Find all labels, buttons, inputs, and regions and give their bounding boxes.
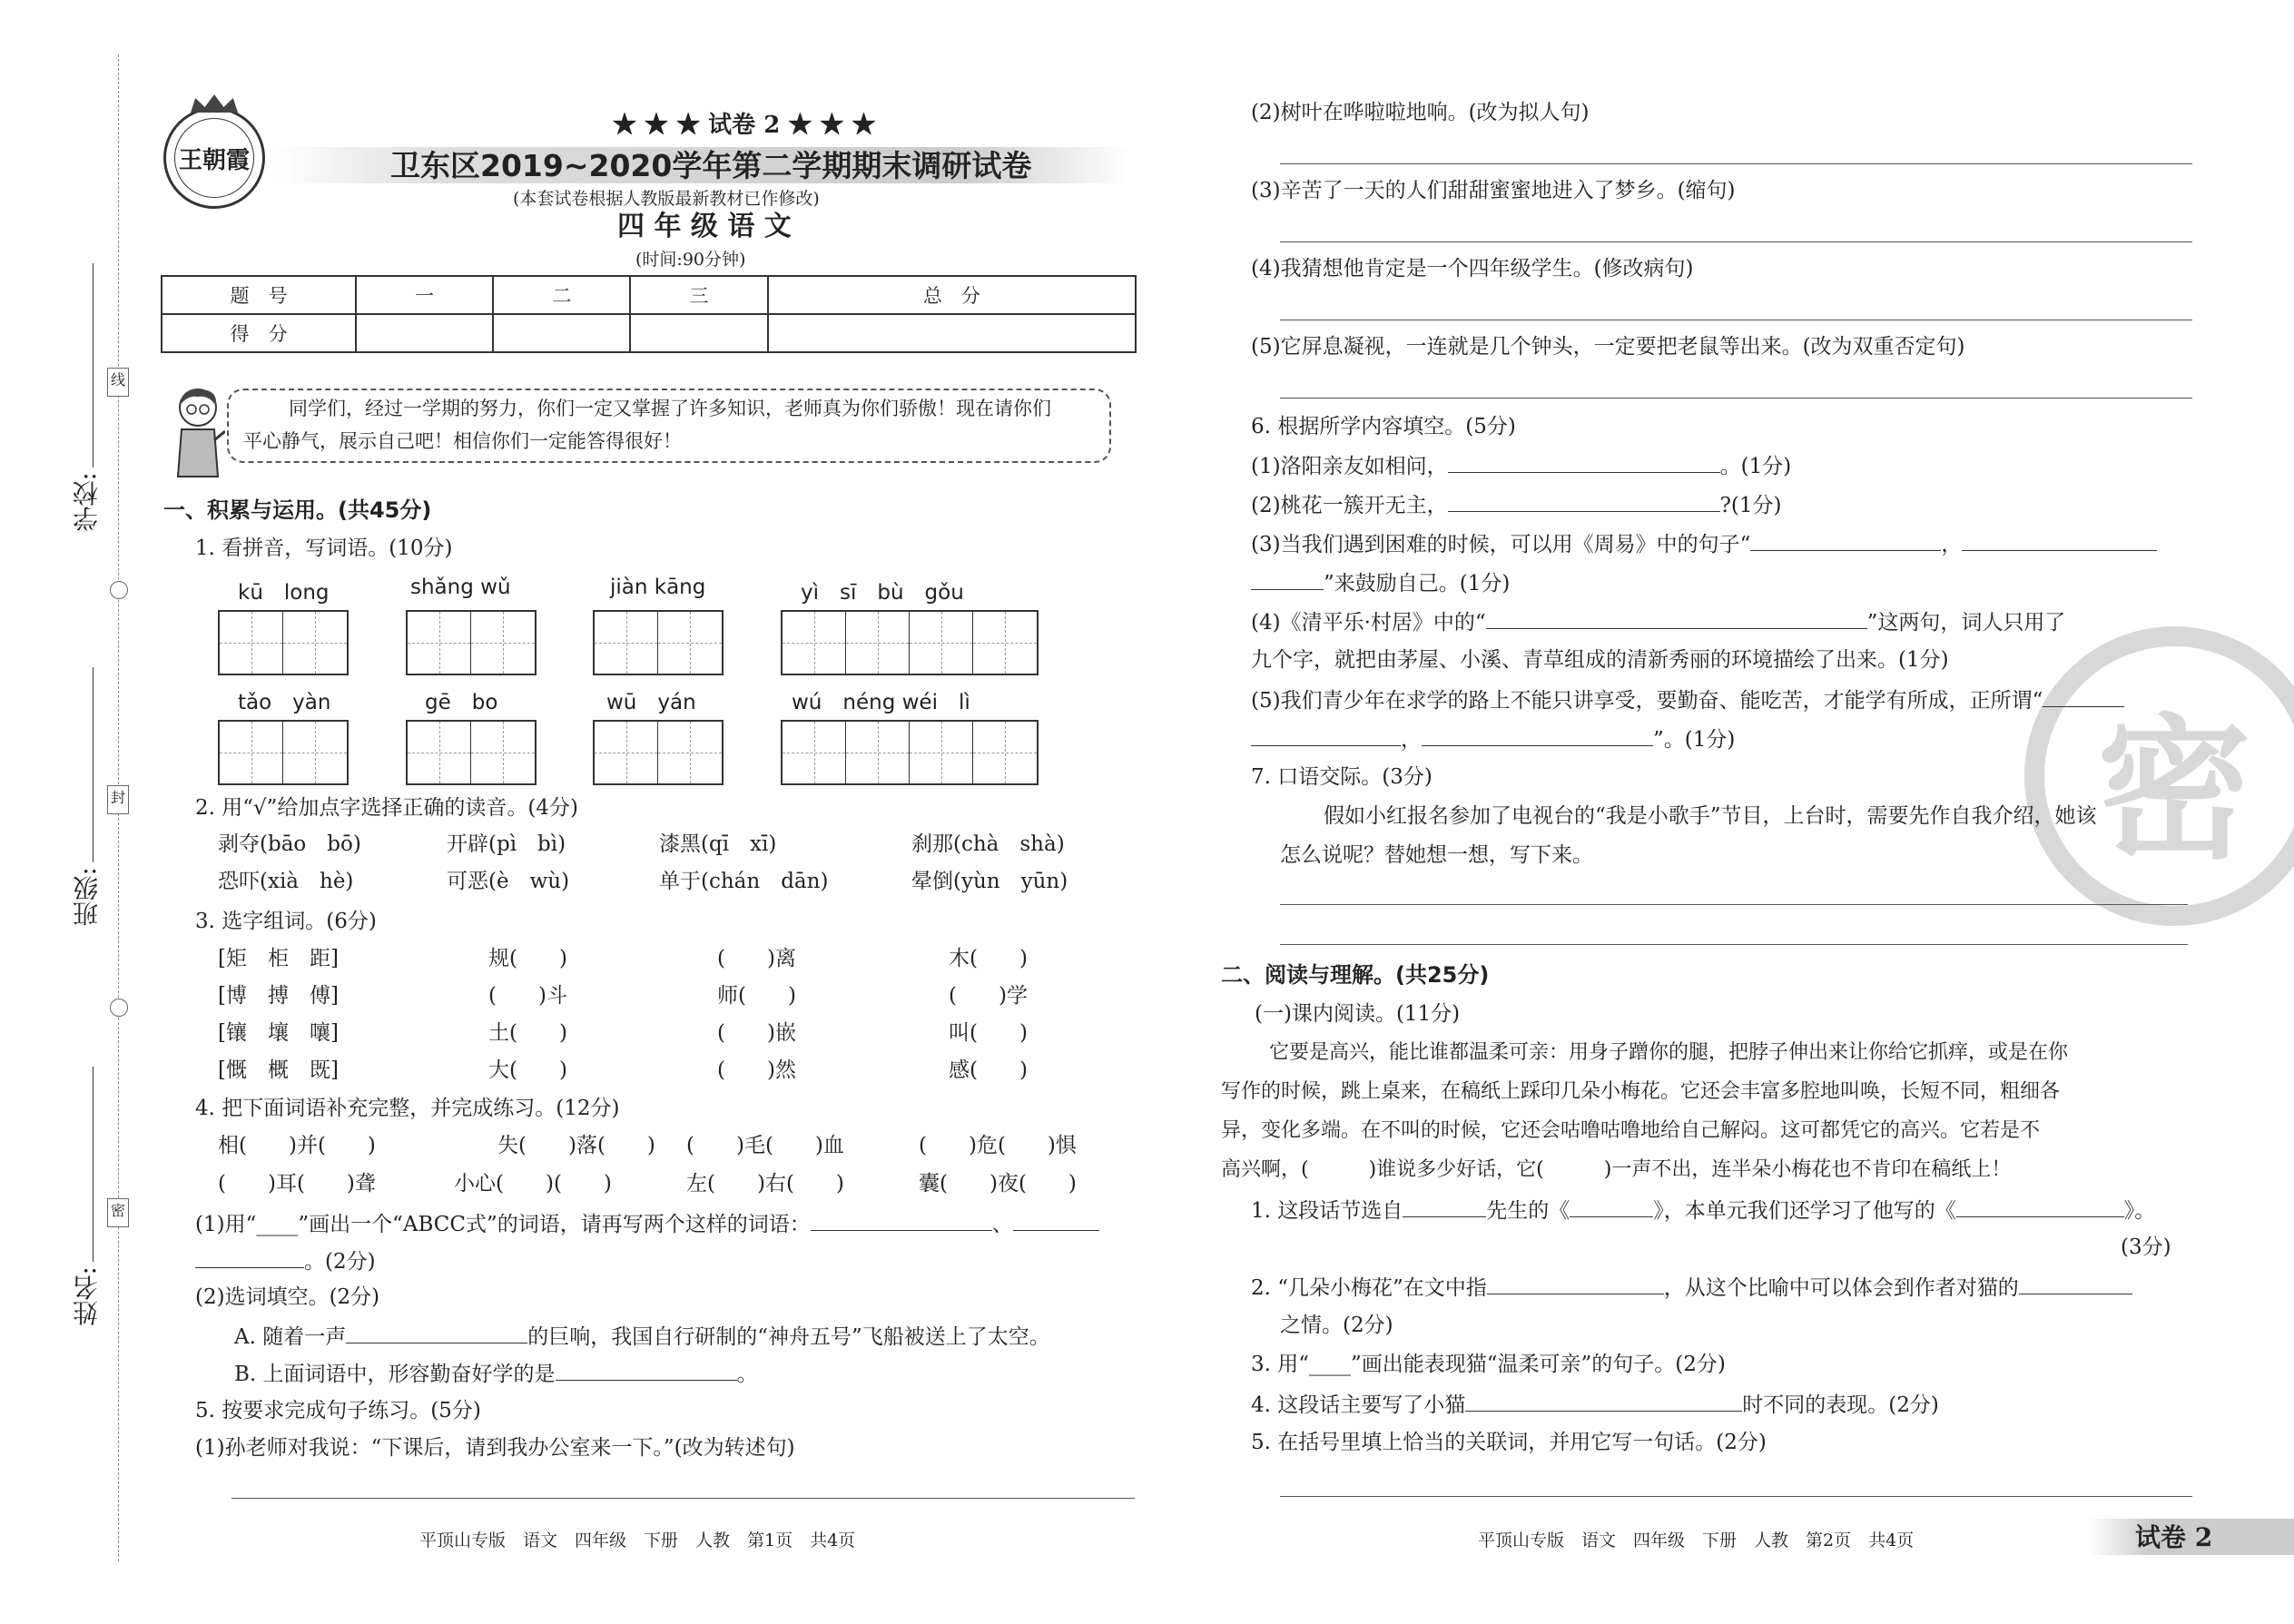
q2-option[interactable]: 漆黑(qī xī) [659, 832, 777, 856]
footer-left: 平顶山专版 语文 四年级 下册 人教 第1页 共4页 [419, 1530, 856, 1550]
answer-blank[interactable] [1487, 1274, 1664, 1294]
answer-line[interactable] [1280, 1496, 2192, 1497]
q4-sub2-b [234, 1360, 758, 1387]
binding-mark-line: 线 [107, 368, 129, 397]
binding-circle-1 [110, 581, 128, 599]
q3-blank[interactable]: 师( ) [717, 984, 796, 1008]
char-grid[interactable] [781, 720, 1039, 785]
footer-right: 平顶山专版 语文 四年级 下册 人教 第2页 共4页 [1478, 1530, 1915, 1550]
name-field[interactable] [93, 1067, 94, 1262]
logo [163, 107, 265, 209]
q4-idiom[interactable]: ( )危( )惧 [919, 1134, 1077, 1157]
r5: 5. 在括号里填上恰当的关联词，并用它写一句话。(2分) [1251, 1431, 1767, 1454]
pinyin: wú néng wéi lì [792, 691, 970, 714]
score-cell: 三 [630, 276, 767, 314]
pinyin: yì sī bù gǒu [801, 581, 964, 605]
q2-option[interactable]: 刹那(chà shà) [911, 832, 1065, 856]
q2-option[interactable]: 剥夺(bāo bō) [218, 832, 361, 856]
exam-badge: ★ ★ ★ 试卷 2 ★ ★ ★ [613, 112, 876, 139]
q3-blank[interactable]: 感( ) [949, 1058, 1028, 1082]
q6-e [1251, 686, 2124, 714]
q4-idiom[interactable]: ( )毛( )血 [686, 1134, 844, 1157]
score-input[interactable] [356, 314, 493, 352]
q3-chars: [镶 壤 嚷] [218, 1021, 339, 1045]
q4-sub2-a [234, 1323, 1050, 1350]
r2-b: ，从这个比喻中可以体会到作者对猫的 [1663, 1276, 2019, 1300]
answer-blank[interactable] [811, 1210, 992, 1231]
char-grid[interactable] [593, 610, 724, 675]
q3-blank[interactable]: 大( ) [488, 1058, 567, 1082]
q7-title: 7. 口语交际。(3分) [1251, 765, 1433, 789]
q3-blank[interactable]: ( )学 [949, 984, 1028, 1008]
q6-b-lead: (2)桃花一簇开无主， [1251, 494, 1448, 517]
answer-blank[interactable] [2043, 686, 2124, 707]
q3-blank[interactable]: ( )然 [717, 1058, 796, 1082]
q6-e-sep: ， [1401, 728, 1422, 752]
q6-d-tail: ”这两句，词人只用了 [1866, 611, 2066, 635]
exam-note: (本套试卷根据人教版最新教材已作修改) [513, 189, 820, 209]
answer-blank[interactable] [1486, 608, 1867, 629]
q4-sub1-cont [195, 1247, 376, 1275]
q2-option[interactable]: 可恶(è wù) [447, 870, 570, 893]
q4-sub2: (2)选词填空。(2分) [195, 1285, 380, 1309]
score-cell: 总 分 [768, 276, 1136, 314]
char-grid[interactable] [593, 720, 724, 785]
q4-sub1-end: 。(2分) [304, 1250, 376, 1274]
score-input[interactable] [493, 314, 630, 352]
q4-idiom[interactable]: 小心( )( ) [454, 1172, 612, 1196]
passage-line: 高兴啊，( )谁说多少好话，它( )一声不出，连半朵小梅花也不肯印在稿纸上！ [1221, 1158, 2012, 1181]
answer-blank[interactable] [1251, 569, 1324, 590]
q4-sub1-text: (1)用“____”画出一个“ABCC式”的词语，请再写两个这样的词语： [195, 1213, 811, 1236]
r1-d: 》。 [2123, 1199, 2156, 1223]
score-cell: 得 分 [162, 314, 356, 352]
q4-idiom[interactable]: 囊( )夜( ) [919, 1172, 1077, 1196]
q3-blank[interactable]: ( )斗 [488, 984, 567, 1008]
q3-chars: [博 搏 傅] [218, 984, 339, 1008]
logo-crown [191, 94, 238, 113]
q5-s5: (5)它屏息凝视，一连就是几个钟头，一定要把老鼠等出来。(改为双重否定句) [1251, 335, 1965, 359]
passage-line: 写作的时候，跳上桌来，在稿纸上踩印几朵小梅花。它还会丰富多腔地叫唤，长短不同，粗细各 [1221, 1080, 2061, 1103]
q3-chars: [矩 柜 距] [218, 947, 339, 970]
r2-a: 2. “几朵小梅花”在文中指 [1251, 1276, 1487, 1300]
score-table [161, 275, 1137, 353]
q6-c-cont [1251, 569, 1510, 596]
binding-mark-seal: 封 [107, 785, 129, 814]
char-grid[interactable] [406, 610, 537, 675]
school-field[interactable] [93, 263, 94, 468]
r2 [1251, 1274, 2132, 1301]
answer-line[interactable] [1280, 944, 2188, 945]
passage-line: 它要是高兴，能比谁都温柔可亲：用身子蹭你的腿，把脖子伸出来让你给它抓痒，或是在你 [1269, 1041, 2069, 1064]
q6-title: 6. 根据所学内容填空。(5分) [1251, 415, 1516, 438]
q6-e-lead: (5)我们青少年在求学的路上不能只讲享受，要勤奋、能吃苦，才能学有所成，正所谓“ [1251, 689, 2043, 713]
q2-option[interactable]: 晕倒(yùn yūn) [911, 870, 1068, 893]
answer-blank[interactable] [1750, 530, 1941, 551]
passage-line: 异，变化多端。在不叫的时候，它还会咕噜咕噜地给自己解闷。这可都凭它的高兴。它若是不 [1221, 1119, 2041, 1142]
q7-p1: 假如小红报名参加了电视台的“我是小歌手”节目，上台时，需要先作自我介绍，她该 [1324, 804, 2097, 828]
q3-chars: [慨 概 既] [218, 1058, 339, 1082]
answer-blank[interactable] [1422, 725, 1653, 746]
q6-d-cont: 九个字，就把由茅屋、小溪、青草组成的清新秀丽的环境描绘了出来。(1分) [1251, 648, 1949, 672]
q2-option[interactable]: 恐吓(xià hè) [218, 870, 354, 893]
q6-b-tail: ?(1分) [1719, 494, 1782, 517]
q4-idiom[interactable]: 相( )并( ) [218, 1134, 376, 1157]
stamp-text: 密 [2096, 698, 2251, 881]
binding-mark-dense: 密 [107, 1198, 129, 1227]
q3-blank[interactable]: 土( ) [488, 1021, 567, 1045]
q4-title: 4. 把下面词语补充完整，并完成练习。(12分) [195, 1097, 620, 1120]
r4-b: 时不同的表现。(2分) [1742, 1393, 1939, 1417]
q3-title: 3. 选字组词。(6分) [195, 910, 377, 933]
answer-blank[interactable] [346, 1323, 527, 1343]
q4-sub2-b-tail: 。 [736, 1363, 758, 1386]
class-label: 班级: [72, 867, 102, 927]
score-cell: 二 [493, 276, 630, 314]
class-field[interactable] [93, 667, 94, 862]
answer-line[interactable] [1280, 904, 2188, 905]
pinyin: gē bo [425, 691, 498, 714]
q4-idiom[interactable]: 失( )落( ) [497, 1134, 655, 1157]
pinyin: tǎo yàn [238, 691, 331, 714]
answer-blank[interactable] [1013, 1210, 1099, 1231]
q6-a [1251, 452, 1791, 479]
score-cell: 题 号 [162, 276, 356, 314]
q4-sub2-b-lead: B. 上面词语中，形容勤奋好学的是 [234, 1363, 556, 1386]
q5-s4: (4)我猜想他肯定是一个四年级学生。(修改病句) [1251, 257, 1694, 281]
pinyin: shǎng wǔ [410, 576, 511, 599]
q6-e-cont [1251, 725, 1735, 753]
answer-blank[interactable] [1448, 491, 1720, 512]
intro-line-1: 同学们，经过一学期的努力，你们一定又掌握了许多知识，老师真为你们骄傲！现在请你们 [289, 398, 1051, 419]
answer-line[interactable] [231, 1498, 1135, 1499]
school-label: 学校: [72, 472, 102, 532]
answer-blank[interactable] [1956, 1196, 2124, 1217]
q6-e-tail: ”。(1分) [1653, 728, 1736, 752]
q5-s3: (3)辛苦了一天的人们甜甜蜜蜜地进入了梦乡。(缩句) [1251, 179, 1736, 202]
r1-b: 先生的《 [1486, 1199, 1570, 1223]
answer-line[interactable] [1280, 398, 2192, 399]
score-table-row [162, 314, 1136, 352]
q6-a-lead: (1)洛阳亲友如相问， [1251, 455, 1448, 478]
q4-sub2-a-tail: 的巨响，我国自行研制的“神舟五号”飞船被送上了太空。 [527, 1325, 1050, 1349]
q3-blank[interactable]: 木( ) [949, 947, 1028, 970]
q3-blank[interactable]: 规( ) [488, 947, 567, 970]
char-grid[interactable] [406, 720, 537, 785]
q2-option[interactable]: 单于(chán dān) [659, 870, 829, 893]
stamp-watermark [2024, 626, 2294, 926]
name-label: 姓名: [72, 1266, 102, 1326]
answer-blank[interactable] [1448, 452, 1720, 473]
score-input[interactable] [768, 314, 1136, 352]
intro-line-2: 平心静气，展示自己吧！相信你们一定能答得很好！ [243, 430, 682, 452]
q2-title: 2. 用“√”给加点字选择正确的读音。(4分) [195, 796, 579, 820]
pinyin: jiàn kāng [610, 576, 706, 599]
answer-blank[interactable] [1465, 1391, 1742, 1412]
answer-blank[interactable] [556, 1360, 737, 1381]
r4-a: 4. 这段话主要写了小猫 [1251, 1393, 1466, 1417]
reading-part1: (一)课内阅读。(11分) [1255, 1002, 1461, 1026]
pinyin: wū yán [606, 691, 696, 714]
char-grid[interactable] [218, 720, 349, 785]
q4-idiom[interactable]: ( )耳( )聋 [218, 1172, 376, 1196]
section1-title: 一、积累与运用。(共45分) [163, 497, 432, 523]
q2-option[interactable]: 开辟(pì bì) [447, 832, 566, 856]
binding-circle-2 [110, 999, 128, 1017]
q3-blank[interactable]: 叫( ) [949, 1021, 1028, 1045]
q6-d [1251, 608, 2065, 635]
exam-time: (时间:90分钟) [635, 250, 746, 270]
q6-b [1251, 491, 1782, 518]
q4-sub1-sep: 、 [991, 1213, 1013, 1236]
q5-title: 5. 按要求完成句子练习。(5分) [195, 1399, 481, 1422]
pinyin: kū long [238, 581, 330, 605]
q4-sub2-a-lead: A. 随着一声 [234, 1325, 347, 1349]
char-grid[interactable] [218, 610, 349, 675]
q6-a-tail: 。(1分) [1719, 455, 1792, 478]
answer-blank[interactable] [195, 1247, 304, 1268]
score-table-header-row [162, 276, 1136, 314]
q3-blank[interactable]: ( )嵌 [717, 1021, 796, 1045]
q4-idiom[interactable]: 左( )右( ) [686, 1172, 844, 1196]
score-input[interactable] [630, 314, 767, 352]
r4 [1251, 1391, 1939, 1418]
q4-sub1 [195, 1210, 1099, 1237]
section2-title: 二、阅读与理解。(共25分) [1221, 962, 1490, 988]
q6-c-tail: ”来鼓励自己。(1分) [1324, 572, 1511, 595]
q5-s1: (1)孙老师对我说：“下课后，请到我办公室来一下。”(改为转述句) [195, 1436, 795, 1460]
logo-text: 王朝霞 [174, 118, 254, 198]
q6-c-sep: ， [1941, 533, 1963, 556]
answer-line[interactable] [1280, 163, 2192, 164]
r3: 3. 用“____”画出能表现猫“温柔可亲”的句子。(2分) [1251, 1353, 1726, 1376]
answer-blank[interactable] [1962, 530, 2157, 551]
teacher-avatar [172, 386, 225, 486]
q6-c [1251, 530, 2157, 557]
r1-score: (3分) [2121, 1235, 2171, 1259]
exam-title: 卫东区2019~2020学年第二学期期末调研试卷 [390, 148, 1032, 183]
r1-a: 1. 这段话节选自 [1251, 1199, 1403, 1223]
r2-cont: 之情。(2分) [1280, 1314, 1393, 1337]
answer-blank[interactable] [1251, 725, 1401, 746]
char-grid[interactable] [781, 610, 1039, 675]
r1 [1251, 1196, 2155, 1224]
score-cell: 一 [356, 276, 493, 314]
q6-c-lead: (3)当我们遇到困难的时候，可以用《周易》中的句子“ [1251, 533, 1751, 556]
q3-blank[interactable]: ( )离 [717, 947, 796, 970]
q7-p2: 怎么说呢？替她想一想，写下来。 [1280, 843, 1593, 867]
exam-subject: 四 年 级 语 文 [617, 211, 792, 242]
q5-s2: (2)树叶在哗啦啦地响。(改为拟人句) [1251, 101, 1590, 124]
footer-tag: 试卷 2 [2135, 1522, 2213, 1552]
q6-d-lead: (4)《清平乐·村居》中的“ [1251, 611, 1486, 635]
answer-blank[interactable] [2019, 1274, 2132, 1294]
answer-blank[interactable] [1570, 1196, 1653, 1217]
q1-title: 1. 看拼音，写词语。(10分) [195, 536, 453, 560]
answer-blank[interactable] [1403, 1196, 1486, 1217]
answer-line[interactable] [1280, 241, 2192, 242]
r1-c: 》，本单元我们还学习了他写的《 [1653, 1199, 1956, 1223]
